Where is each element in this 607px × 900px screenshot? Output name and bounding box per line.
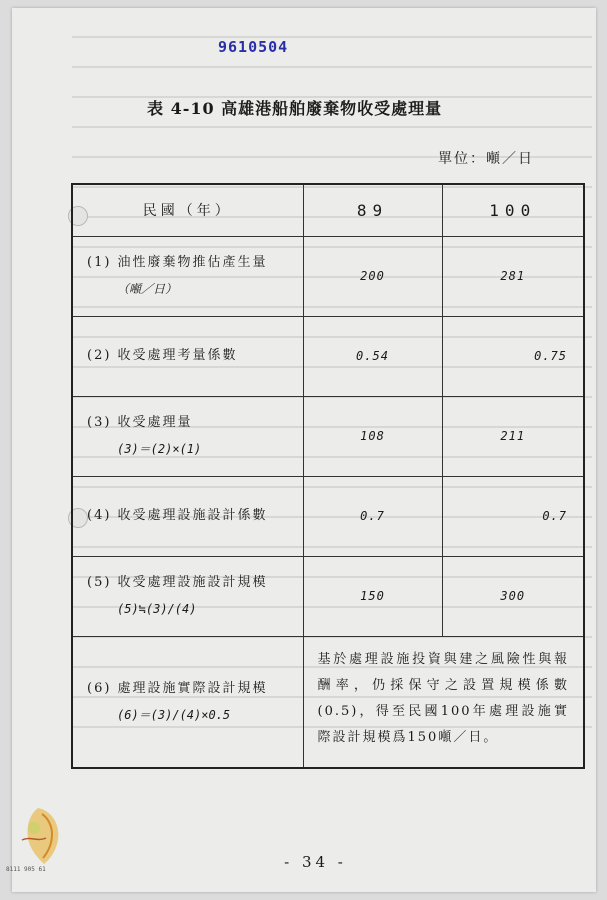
row-sub: (6)＝(3)/(4)×0.5 bbox=[117, 707, 231, 722]
value-100: 300 bbox=[442, 556, 584, 636]
header-year-89: 89 bbox=[303, 184, 442, 236]
design-scale-note: 基於處理設施投資與建之風險性與報酬率，仍採保守之設置規模係數(0.5)，得至民國100年處理設施實際設計規模爲150噸／日。 bbox=[303, 636, 584, 768]
taiwan-map-logo-icon bbox=[8, 800, 78, 870]
table-row bbox=[72, 236, 584, 316]
row-label: (3) 收受處理量 bbox=[87, 415, 193, 430]
row-sub: （噸／日） bbox=[117, 282, 178, 296]
value-89: 0.54 bbox=[303, 316, 442, 396]
row-label: (4) 收受處理設施設計係數 bbox=[87, 508, 268, 523]
table-row-last bbox=[72, 636, 584, 768]
value-89: 150 bbox=[303, 556, 442, 636]
footer-code: 8111 905 61 bbox=[6, 866, 46, 873]
row-sub: (5)≒(3)/(4) bbox=[117, 602, 197, 616]
table-row bbox=[72, 396, 584, 476]
row-label: (6) 處理設施實際設計規模 bbox=[87, 680, 268, 696]
value-100: 0.75 bbox=[442, 316, 584, 396]
value-89: 200 bbox=[303, 236, 442, 316]
row-label: (1) 油性廢棄物推估產生量 bbox=[87, 255, 268, 270]
value-100: 0.7 bbox=[442, 476, 584, 556]
table-header-row bbox=[72, 184, 584, 236]
header-year-label: 民國（年） bbox=[72, 184, 303, 236]
table-row bbox=[72, 556, 584, 636]
value-100: 281 bbox=[442, 236, 584, 316]
document-page bbox=[12, 8, 596, 892]
table-row bbox=[72, 316, 584, 396]
row-label: (5) 收受處理設施設計規模 bbox=[87, 575, 268, 590]
document-stamp: 9610504 bbox=[218, 38, 289, 56]
unit-label: 單位：噸／日 bbox=[438, 151, 534, 167]
table-row bbox=[72, 476, 584, 556]
row-sub: (3)＝(2)×(1) bbox=[117, 442, 202, 456]
value-89: 108 bbox=[303, 396, 442, 476]
value-100: 211 bbox=[442, 396, 584, 476]
page-number: - 34 - bbox=[284, 853, 347, 871]
value-89: 0.7 bbox=[303, 476, 442, 556]
header-year-100: 100 bbox=[442, 184, 584, 236]
table-title: 表 4-10 高雄港船舶廢棄物收受處理量 bbox=[147, 99, 443, 118]
waste-table bbox=[71, 183, 585, 769]
row-label: (2) 收受處理考量係數 bbox=[87, 348, 238, 363]
